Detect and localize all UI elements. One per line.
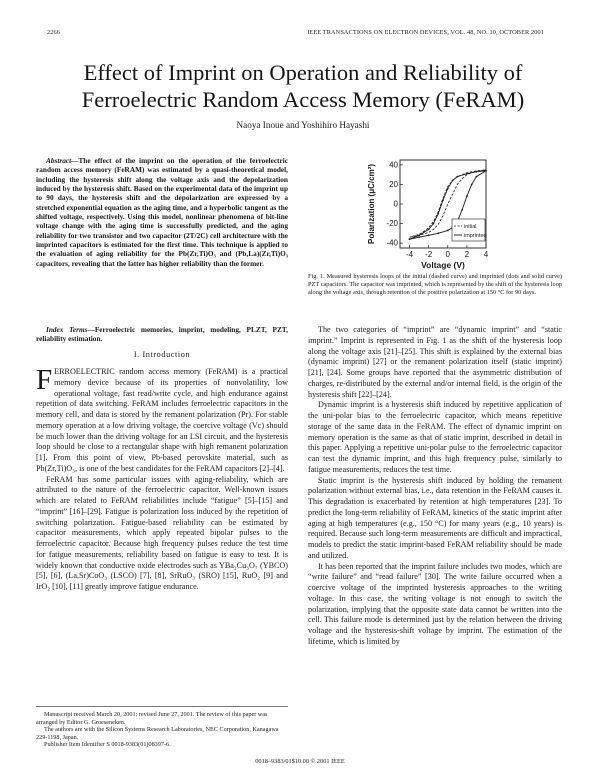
x-tick-label: -4 [405, 250, 414, 259]
series-imprinted-point [456, 176, 458, 178]
series-imprinted-point [428, 234, 430, 236]
page-number: 2266 [47, 29, 60, 36]
footnote-affiliation: The authors are with the Silicon Systems Research Laboratories, NEC Corporation, Kanagawa 229-1198, Japan. [36, 726, 279, 741]
figure-caption: Fig. 1. Measured hysteresis loops of the initial (dashed curve) and imprinted (dots and solid curve) PZT capacitors. The capacitor was imprinted, which is represented by the shift of the hysteresis loop along the voltage axis, through retention of the positive polarization at 150 °C for 90 days. [308, 273, 562, 296]
index-terms-lead: Index Terms [46, 325, 88, 334]
series-imprinted-point [418, 236, 420, 238]
abstract [36, 156, 288, 268]
series-imprinted-point [461, 209, 463, 211]
x-tick-label: 4 [483, 250, 489, 259]
hysteresis-chart [360, 156, 520, 274]
intro-paragraph-1 [36, 364, 288, 475]
x-tick-label: 0 [445, 250, 451, 259]
series-imprinted-point [452, 180, 454, 182]
series-imprinted-point [437, 232, 439, 234]
section-heading: I. Introduction [133, 350, 191, 359]
y-tick-label: 40 [389, 160, 398, 170]
intro-paragraph-2: FeRAM has some particular issues with aging-reliability, which are attributed to the nature of the ferroelectric capacitor. Well-known issues which are related to FeRAM reliabilities include “fatigue” [5]–[15] and “imprint” [16]–[29]. Fatigue is polarization loss induced by the repetition of switching polarization. Fatigue-based reliability can be estimated by capacitor measurements, which apply repeated bipolar pulses to the ferroelectric capacitor. Because high frequency pulses reduce the test time for fatigue measurements, reliability based on fatigue is easy to test. It is widely known that conductive oxide electrodes such as YBa₂Cu₃O₇ (YBCO) [5], [6], (La,Sr)CoO₃ (LSCO) [7], [8], SrRuO₃ (SRO) [15], RuO₂ [9] and IrO₂ [10], [11] greatly improve fatigue endurance. [36, 474, 288, 591]
y-tick-label: -20 [386, 219, 398, 229]
intro-paragraph-4: Dynamic imprint is a hysteresis shift induced by repetitive application of the uni-polar bias to the ferroelectric capacitor, which means repetitive storage of the same data in the FeRAM. The effect of dynamic imprint on memory operation is the same as that of static imprint, described in detail in this paper. Applying a repetitive uni-polar pulse to the ferroelectric capacitor can test the dynamic imprint, and this high frequency pulse, similarly to fatigue measurements, reduces the test time. [308, 400, 562, 474]
series-imprinted-point [471, 184, 473, 186]
footnote-manuscript: Manuscript received March 20, 2001; revised June 27, 2001. The review of this paper was arranged by Editor G. Groeseneken. [36, 711, 268, 726]
footnotes [36, 706, 288, 749]
intro-paragraph-3: The two categories of “imprint” are “dynamic imprint” and “static imprint.” Imprint is represented in Fig. 1 as the shift of the hysteresis loop along the voltage axis [21]–[25]. This shift is explained by the external bias (dynamic imprint) [27] or the remanent polarization itself (static imprint) [21], [24]. Some groups have reported that the asymmetric distribution of charges, re-distributed by the external and/or internal field, is the origin of the hysteresis shift [22]–[24]. [308, 325, 562, 399]
series-imprinted-point [409, 238, 411, 240]
x-tick-label: -2 [425, 250, 433, 259]
series-imprinted-point [476, 171, 478, 173]
paper-authors: Naoya Inoue and Yoshihiro Hayashi [236, 120, 370, 130]
series-imprinted-point [418, 234, 420, 236]
series-imprinted-point [466, 195, 468, 197]
figure-1 [360, 156, 520, 274]
series-imprinted-point [485, 170, 487, 172]
intro-paragraph-1-text: ERROELECTRIC random access memory (FeRAM) is a practical memory device because of its properties of nonvolatility, low operational voltage, fast read/write cycle, and high endurance against repetition of data switching. FeRAM includes ferroelectric capacitors in the memory cell, and data is stored by the remanent polarization (Pr). For stable memory operation at a low driving voltage, the coercive voltage (Vc) should be much lower than the driving voltage for an LSI circuit, and the hysteresis loop should be close to a rectangular shape with high remanent polarization [1]. From this point of view, Pb-based perovskite material, such as Pb(Zr,Ti)O₃, is one of the best candidates for the FeRAM capacitors [2]–[4]. [36, 367, 288, 473]
journal-header: IEEE TRANSACTIONS ON ELECTRON DEVICES, VOL. 48, NO. 10, OCTOBER 2001 [307, 29, 544, 36]
intro-right-column [308, 325, 562, 648]
series-imprinted-point [447, 188, 449, 190]
x-tick-label: 2 [464, 250, 470, 259]
x-axis-label: Voltage (V) [421, 260, 465, 270]
series-imprinted-point [466, 173, 468, 175]
intro-paragraph-6: It has been reported that the imprint failure includes two modes, which are “write failure” and “read failure” [30]. The write failure occurred when a coercive voltage of the imprinted hysteresis approaches to the writing voltage. In this case, the writing voltage is not enough to switch the polarization, implying that the opposite state data cannot be written into the cell. This failure mode is determined just by the relation between the driving voltage and the hysteresis-shift voltage by imprint. The estimation of the lifetime, which is limited by [308, 561, 562, 646]
legend [452, 219, 487, 241]
y-tick-label: 20 [389, 179, 398, 189]
series-imprinted-point [437, 213, 439, 215]
series-imprinted-point [447, 230, 449, 232]
index-terms [36, 325, 288, 344]
index-terms-text: —Ferroelectric memories, imprint, modeling, PLZT, PZT, reliability estimation. [36, 325, 289, 344]
intro-paragraph-5: Static imprint is the hysteresis shift induced by holding the remanent polarization without external bias, i.e., data retention in the FeRAM causes it. This degradation is exacerbated by retention at high temperatures [23]. To predict the long-term reliability of FeRAM, kinetics of the static imprint after aging at high temperatures (e.g., 150 °C) for many years (e.g., 10 years) is required. Because such long-term measurements are difficult and impractical, models to predict the static imprint-based FeRAM reliability should be made and utilized. [308, 475, 562, 560]
abstract-text: —The effect of the imprint on the operation of the ferroelectric random access memory (FeRAM) was estimated by a quasi-theoretical model, including the hysteresis shift along the voltage axis and the depolarization induced by the hysteresis shift. Based on the experimental data of the imprint up to 90 days, the hysteresis shift and the depolarization are expressed by a stretched exponential equation as the aging time, and a hyperbolic tangent as the shifted voltage, respectively. Using this model, nonlinear phenomena of bit-line voltage change with the aging time is successfully predicted, and the aging reliability for two transistor and two capacitor (2T/2C) cell architecture with the imprinted capacitors is estimated for the first time. This technique is applied to the evaluation of aging reliability for the Pb(Zr,Ti)O₃ and (Pb,La)(Zr,Ti)O₃ capacitors, revealing that the latter has higher reliability than the former. [36, 156, 288, 268]
copyright-footer: 0018–9383/01$10.00 © 2001 IEEE [255, 758, 345, 765]
y-tick-label: -40 [386, 238, 398, 248]
footnote-publisher-id: Publisher Item Identifier S 0018-9383(01)08397-6. [44, 741, 171, 749]
series-imprinted-point [428, 229, 430, 231]
intro-left-column [36, 364, 288, 593]
series-imprinted-point [442, 199, 444, 201]
y-axis-label: Polarization (μC/cm²) [367, 163, 376, 245]
series-imprinted-point [476, 176, 478, 178]
drop-cap: F [36, 364, 53, 396]
legend-label-initial: initial [464, 224, 477, 230]
abstract-lead: Abstract [46, 156, 72, 165]
paper-title: Effect of Imprint on Operation and Reliability of Ferroelectric Random Access Memory (FeRAM) [81, 60, 525, 112]
series-imprinted-point [433, 223, 435, 225]
y-tick-label: 0 [393, 199, 398, 209]
legend-label-imprinted: imprinted [464, 233, 487, 239]
